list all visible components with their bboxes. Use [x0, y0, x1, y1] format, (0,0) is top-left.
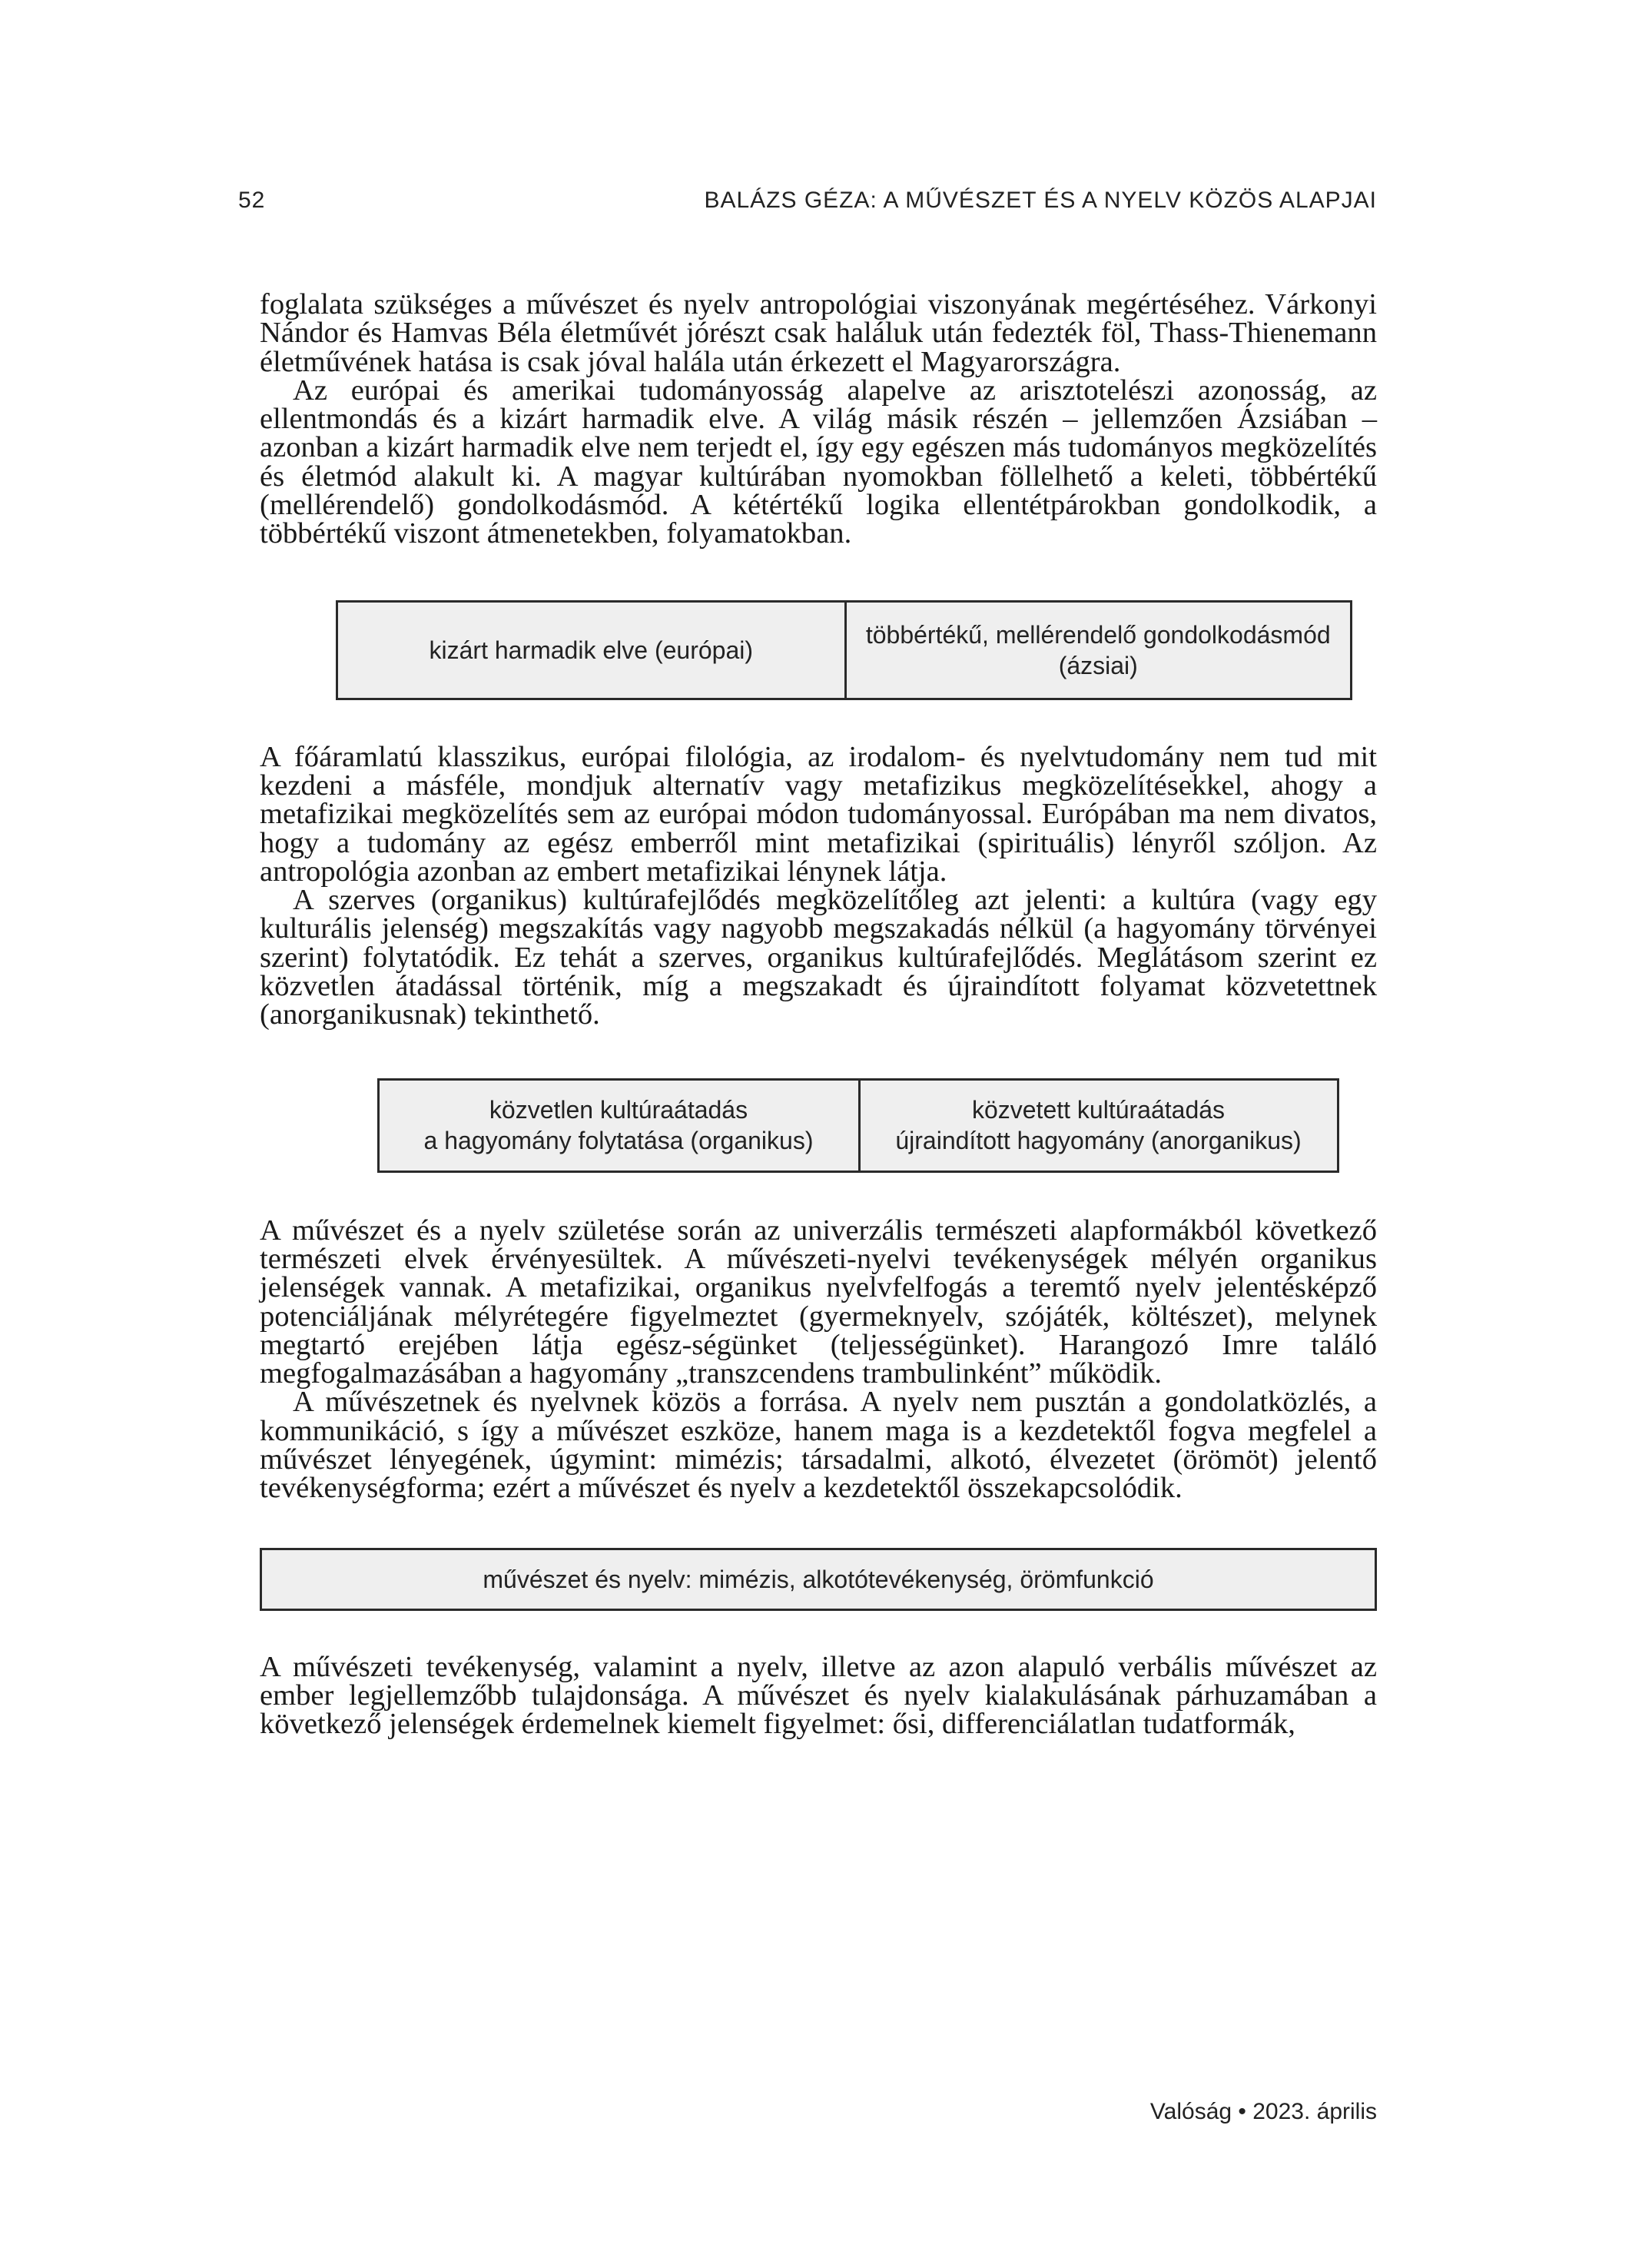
running-header — [238, 188, 1377, 218]
box-2-right-line-1: közvetett kultúraátadás — [971, 1096, 1226, 1124]
comparison-box-1 — [336, 600, 1352, 700]
paragraph-4: A szerves (organikus) kultúrafejlődés megközelítőleg azt jelenti: a kultúra (vagy egy kulturális jelenség) megszakítás vagy nagyobb megszakadás nélkül (a hagyomány törvényei szerint) folytatódik. Ez tehát a szerves, organikus kultúrafejlődés. Meglátásom szerint ez közvetlen átadással történik, míg a megszakadt és újraindított folyamat közvetettnek (anorganikusnak) tekinthető. — [260, 884, 1377, 1031]
summary-box-text: művészet és nyelv: mimézis, alkotótevékenység, örömfunkció — [483, 1565, 1154, 1593]
box-1-right-cell — [844, 603, 1351, 698]
paragraph-1: foglalata szükséges a művészet és nyelv antropológiai viszonyának megértéséhez. Várkonyi Nándor és Hamvas Béla életművét jórészt csak haláluk után fedezték föl, Thass-Thienemann életművének hatása is csak jóval halála után érkezett el Magyarországra. — [260, 288, 1377, 378]
paragraph-5: A művészet és a nyelv születése során az univerzális természeti alapformákból következő természeti elvek érvényesültek. A művészeti-nyelvi tevékenységek mélyén organikus jelenségek vannak. A metafizikai, organikus nyelvfelfogás a teremtő nyelv jelentésképző potenciáljának mélyrétegére figyelmeztet (gyermeknyelv, szójáték, költészet), melynek megtartó erejében látja egész-ségünket (teljességünket). Harangozó Imre találó megfogalmazásában a hagyomány „transzcendens trambulinként” működik. — [260, 1214, 1377, 1390]
box-1-right-line-2: (ázsiai) — [1058, 651, 1138, 679]
box-2-right-cell — [858, 1081, 1337, 1171]
paragraph-7: A művészeti tevékenység, valamint a nyelv, illetve az azon alapuló verbális művészet az ember legjellemzőbb tulajdonsága. A művészet és nyelv kialakulásának párhuzamában a következő jelenségek érdemelnek kiemelt figyelmet: ősi, differenciálatlan tudatformák, — [260, 1650, 1377, 1741]
box-2-right-line-2: újraindított hagyomány (anorganikus) — [895, 1127, 1302, 1155]
summary-box-cell — [262, 1550, 1375, 1609]
summary-box — [260, 1548, 1377, 1611]
paragraph-3: A főáramlatú klasszikus, európai filológia, az irodalom- és nyelvtudomány nem tud mit kezdeni a másféle, mondjuk alternatív vagy metafizikus megközelítésekkel, ahogy a metafizikai megközelítés sem az európai módon tudományossal. Európában ma nem divatos, hogy a tudomány az egész emberről mint metafizikai (spirituális) lényről szóljon. Az antropológia azonban az embert metafizikai lénynek látja. — [260, 740, 1377, 888]
box-1-left-cell — [338, 603, 844, 698]
paragraph-6: A művészetnek és nyelvnek közös a forrása. A nyelv nem pusztán a gondolatközlés, a kommunikáció, s így a művészet eszköze, hanem maga is a kezdetektől fogva megfelel a művészet lényegének, úgymint: mimézis; társadalmi, alkotó, élvezetet (örömöt) jelentő tevékenységforma; ezért a művészet és nyelv a kezdetektől összekapcsolódik. — [260, 1386, 1377, 1505]
comparison-box-2 — [377, 1078, 1339, 1173]
box-2-left-line-2: a hagyomány folytatása (organikus) — [423, 1127, 814, 1155]
summary-box-wrap — [260, 1503, 1377, 1653]
page-number: 52 — [238, 188, 266, 213]
box-1-right-line-1: többértékű, mellérendelő gondolkodásmód — [865, 620, 1331, 649]
paragraph-2: Az európai és amerikai tudományosság alapelve az arisztotelészi azonosság, az ellentmondás és a kizárt harmadik elve. A világ másik részén – jellemzően Ázsiában – azonban a kizárt harmadik elve nem terjedt el, így egy egészen más tudományos megközelítés és életmód alakult ki. A magyar kultúrában nyomokban föllelhető a keleti, többértékű (mellérendelő) gondolkodásmód. A kétértékű logika ellentétpárokban gondolkodik, a többértékű viszont átmenetekben, folyamatokban. — [260, 374, 1377, 550]
article-body — [260, 288, 1377, 1741]
comparison-box-1-wrap — [260, 549, 1377, 743]
box-1-left-text: kizárt harmadik elve (európai) — [429, 636, 753, 664]
comparison-box-2-wrap — [260, 1030, 1377, 1217]
page-footer: Valóság • 2023. április — [1149, 2099, 1377, 2124]
box-2-left-line-1: közvetlen kultúraátadás — [489, 1096, 748, 1124]
box-2-left-cell — [380, 1081, 858, 1171]
running-title: BALÁZS GÉZA: A MŰVÉSZET ÉS A NYELV KÖZÖS ALAPJAI — [704, 188, 1377, 213]
